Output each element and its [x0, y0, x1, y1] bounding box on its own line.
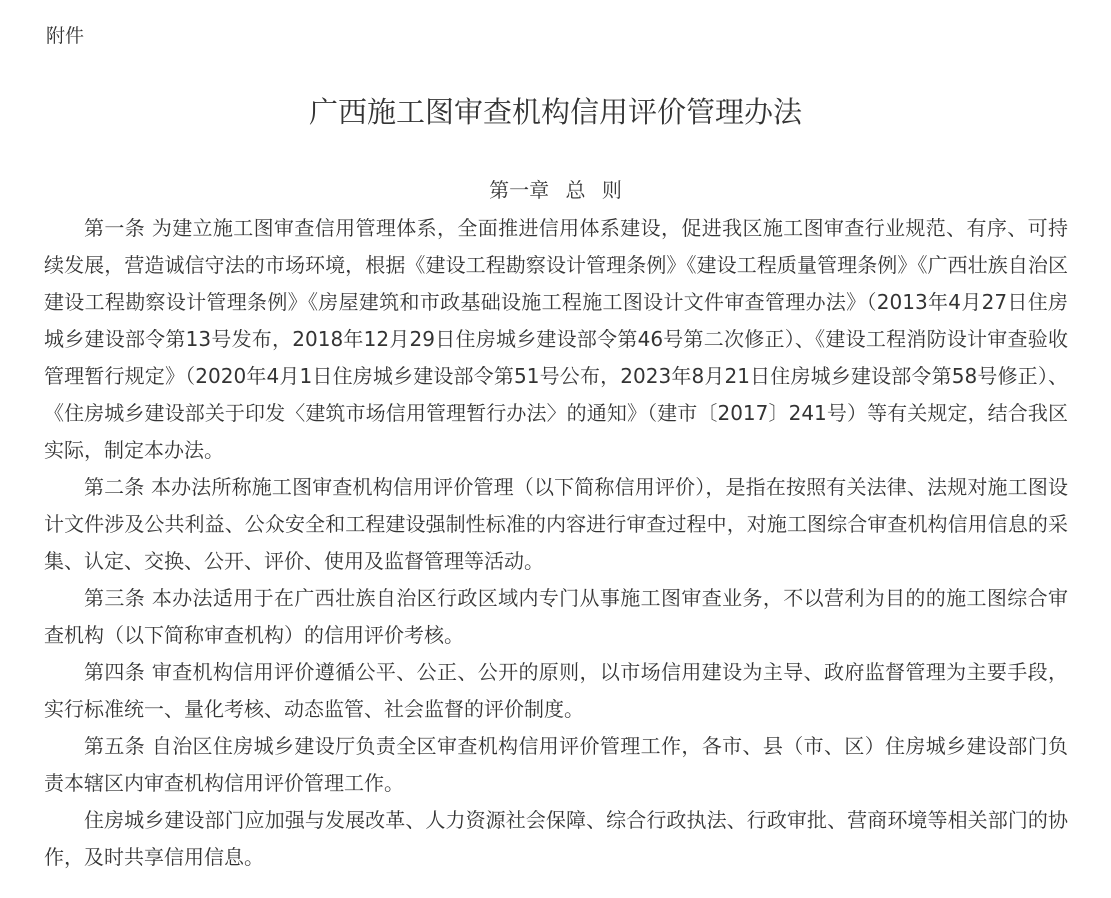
article-3-paragraph: 第三条 本办法适用于在广西壮族自治区行政区域内专门从事施工图审查业务，不以营利为目的的施工图综合审查机构（以下简称审查机构）的信用评价考核。	[44, 586, 1068, 647]
chapter-heading: 第一章 总 则	[489, 178, 622, 202]
document-title: 广西施工图审查机构信用评价管理办法	[308, 95, 802, 129]
article-4-paragraph: 第四条 审查机构信用评价遵循公平、公正、公开的原则，以市场信用建设为主导、政府监督管理为主要手段，实行标准统一、量化考核、动态监管、社会监督的评价制度。	[44, 660, 1068, 721]
document-body	[44, 210, 1068, 876]
article-5-supplement-paragraph: 住房城乡建设部门应加强与发展改革、人力资源社会保障、综合行政执法、行政审批、营商环境等相关部门的协作，及时共享信用信息。	[44, 808, 1068, 869]
article-1-paragraph: 第一条 为建立施工图审查信用管理体系，全面推进信用体系建设，促进我区施工图审查行业规范、有序、可持续发展，营造诚信守法的市场环境，根据《建设工程勘察设计管理条例》《建设工程质量管理条例》《广西壮族自治区建设工程勘察设计管理条例》《房屋建筑和市政基础设施工程施工图设计文件审查管理办法》（2013年4月27日住房城乡建设部令第13号发布，2018年12月29日住房城乡建设部令第46号第二次修正）、《建设工程消防设计审查验收管理暂行规定》（2020年4月1日住房城乡建设部令第51号公布，2023年8月21日住房城乡建设部令第58号修正）、《住房城乡建设部关于印发〈建筑市场信用管理暂行办法〉的通知》（建市〔2017〕241号）等有关规定，结合我区实际，制定本办法。	[44, 216, 1068, 462]
article-2-paragraph: 第二条 本办法所称施工图审查机构信用评价管理（以下简称信用评价），是指在按照有关法律、法规对施工图设计文件涉及公共利益、公众安全和工程建设强制性标准的内容进行审查过程中，对施工图综合审查机构信用信息的采集、认定、交换、公开、评价、使用及监督管理等活动。	[44, 475, 1068, 573]
article-5-paragraph: 第五条 自治区住房城乡建设厅负责全区审查机构信用评价管理工作，各市、县（市、区）住房城乡建设部门负责本辖区内审查机构信用评价管理工作。	[44, 734, 1068, 795]
attachment-label: 附件	[46, 25, 85, 47]
